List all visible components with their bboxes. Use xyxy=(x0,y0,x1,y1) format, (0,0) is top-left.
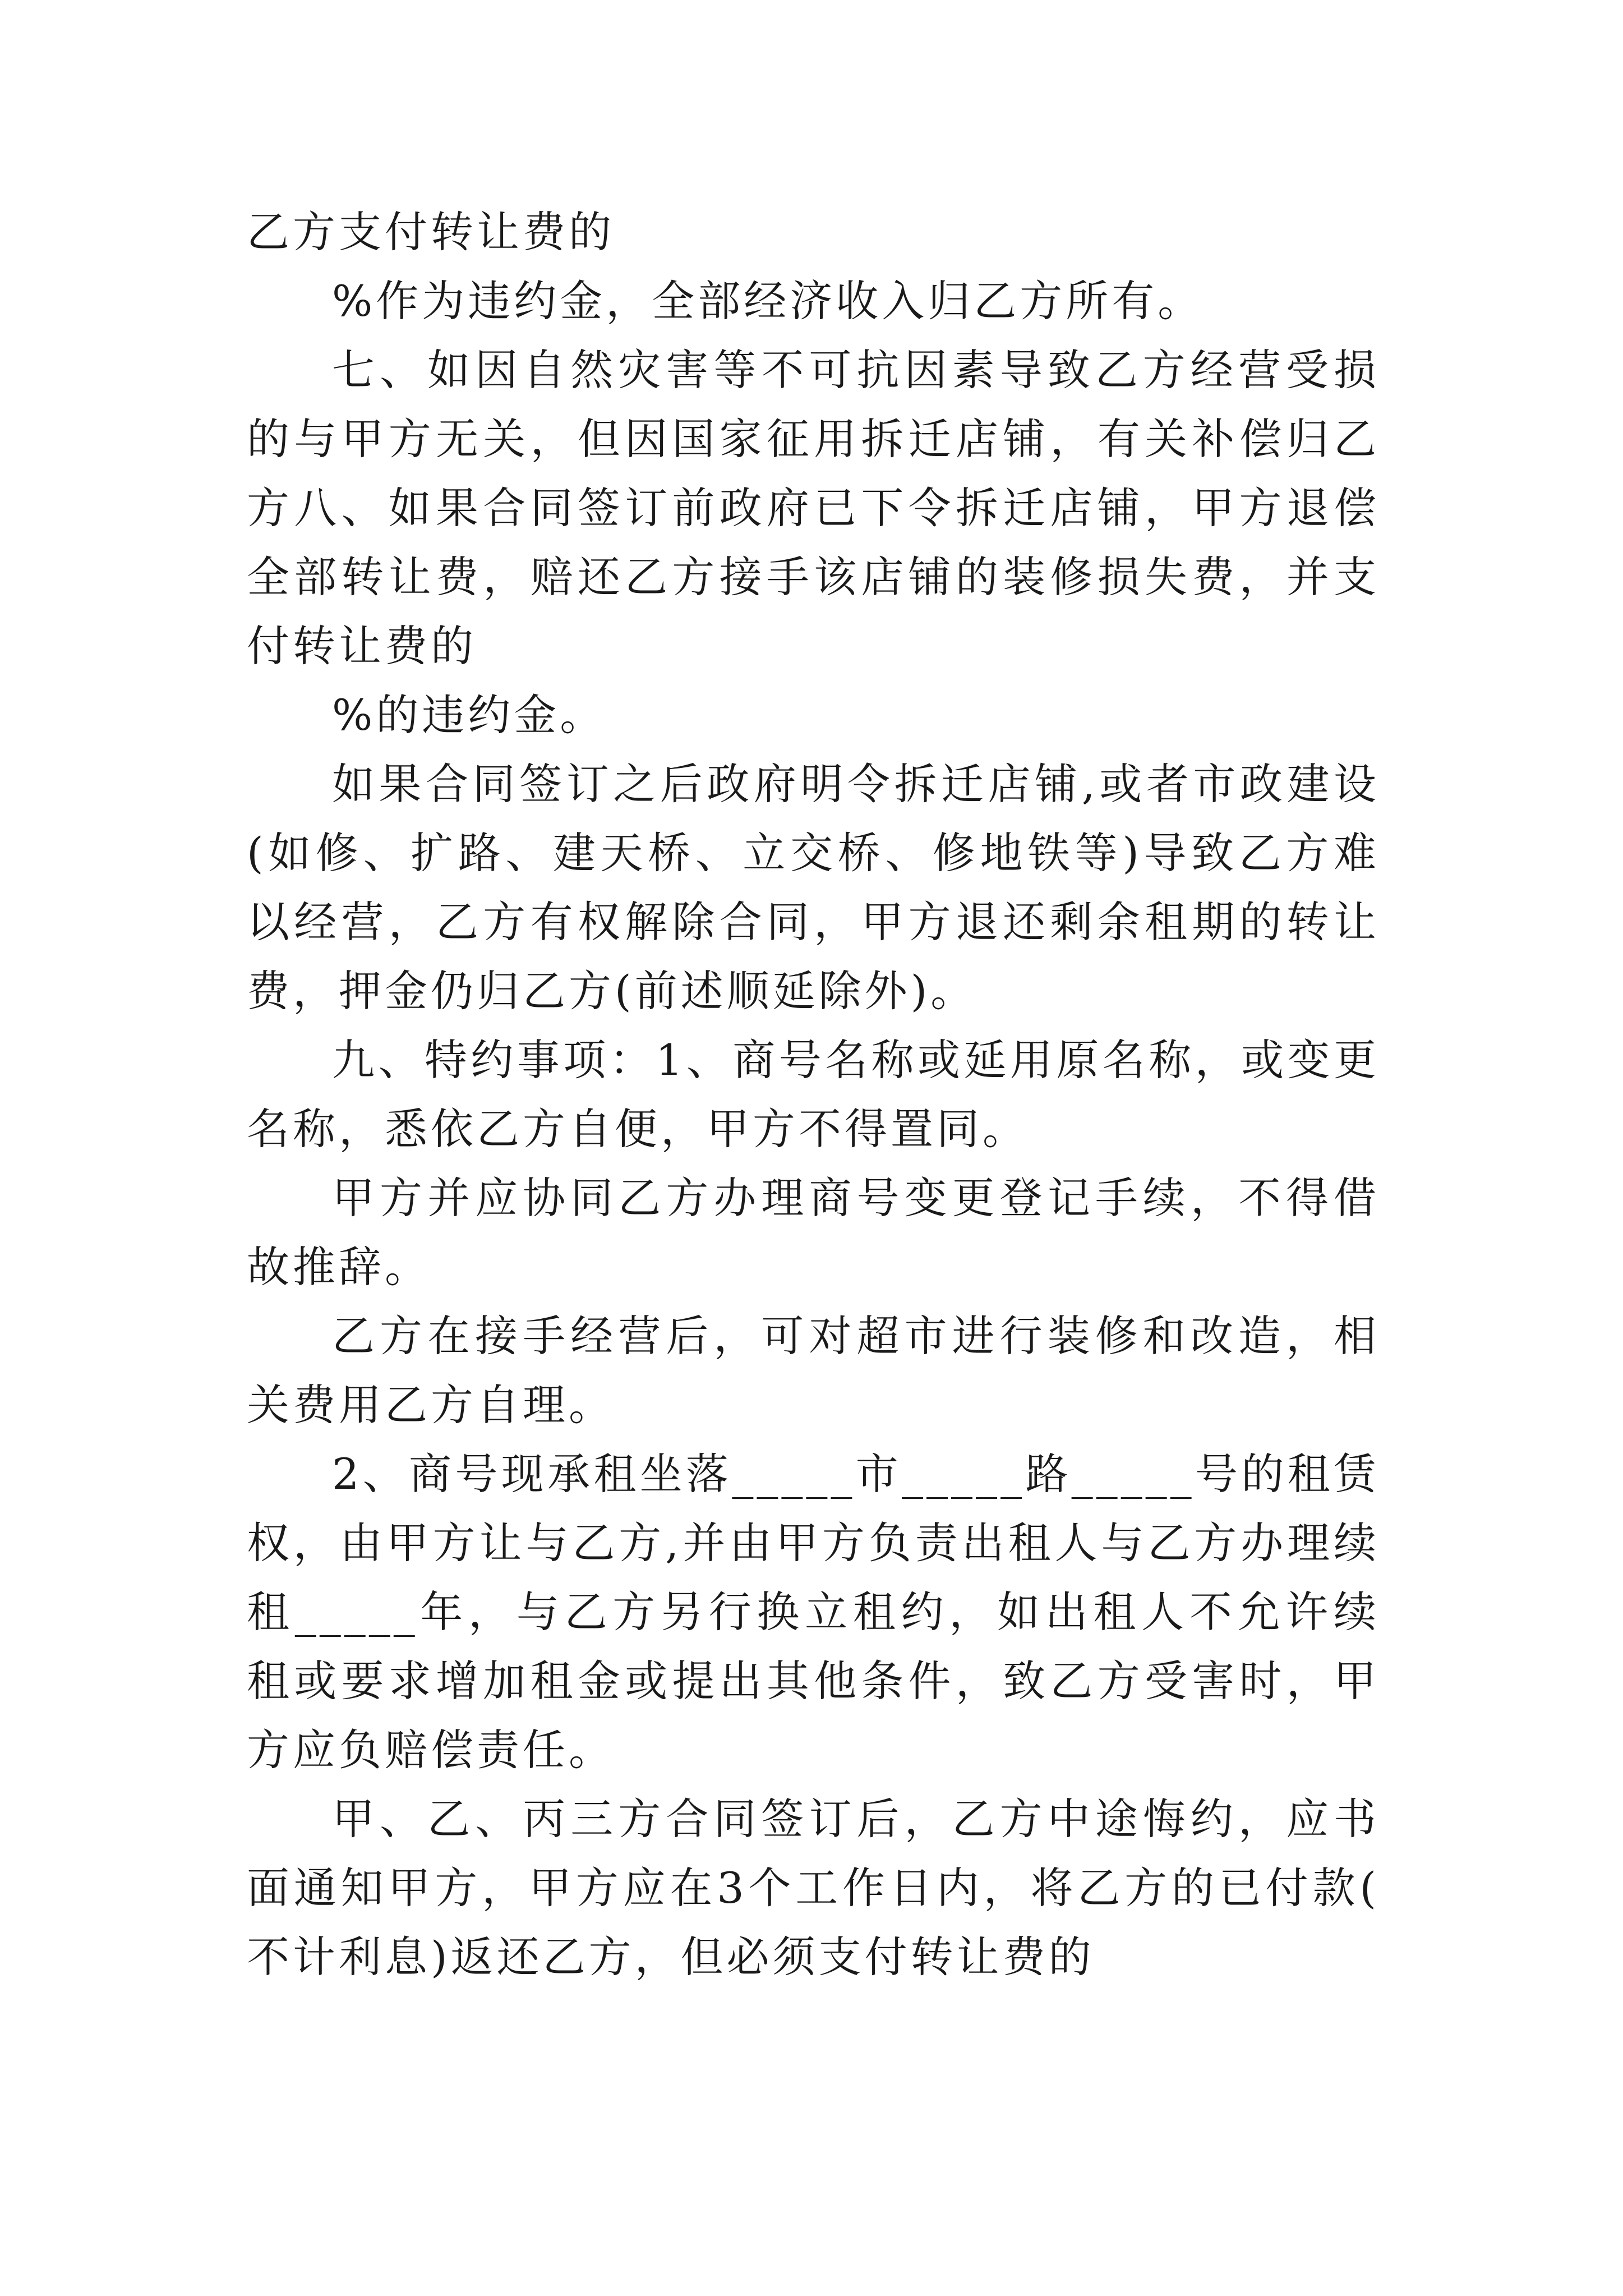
paragraph: 乙方支付转让费的 xyxy=(247,207,615,257)
paragraph: %的违约金。 xyxy=(332,690,606,740)
paragraph: 九、特约事项：1、商号名称或延用原名称，或变更名称，悉依乙方自便，甲方不得置同。 xyxy=(247,1035,1380,1154)
paragraph: 2、商号现承租坐落_____市_____路_____号的租赁权，由甲方让与乙方,并由甲方负责出租人与乙方办理续租_____年，与乙方另行换立租约，如出租人不允许续租或要求增加租金或提出其他条件，致乙方受害时，甲方应负赔偿责任。 xyxy=(247,1449,1380,1775)
paragraph: 如果合同签订之后政府明令拆迁店铺,或者市政建设(如修、扩路、建天桥、立交桥、修地铁等)导致乙方难以经营，乙方有权解除合同，甲方退还剩余租期的转让费，押金仍归乙方(前述顺延除外)。 xyxy=(247,759,1380,1016)
paragraph: 乙方在接手经营后，可对超市进行装修和改造，相关费用乙方自理。 xyxy=(247,1311,1380,1430)
paragraph: 甲、乙、丙三方合同签订后，乙方中途悔约，应书面通知甲方，甲方应在3个工作日内，将乙方的已付款(不计利息)返还乙方，但必须支付转让费的 xyxy=(247,1794,1380,1982)
document-body xyxy=(247,197,1380,1991)
paragraph: 七、如因自然灾害等不可抗因素导致乙方经营受损的与甲方无关，但因国家征用拆迁店铺，有关补偿归乙方八、如果合同签订前政府已下令拆迁店铺，甲方退偿全部转让费，赔还乙方接手该店铺的装修损失费，并支付转让费的 xyxy=(247,345,1380,671)
paragraph: %作为违约金，全部经济收入归乙方所有。 xyxy=(332,276,1204,326)
paragraph: 甲方并应协同乙方办理商号变更登记手续，不得借故推辞。 xyxy=(247,1173,1380,1292)
